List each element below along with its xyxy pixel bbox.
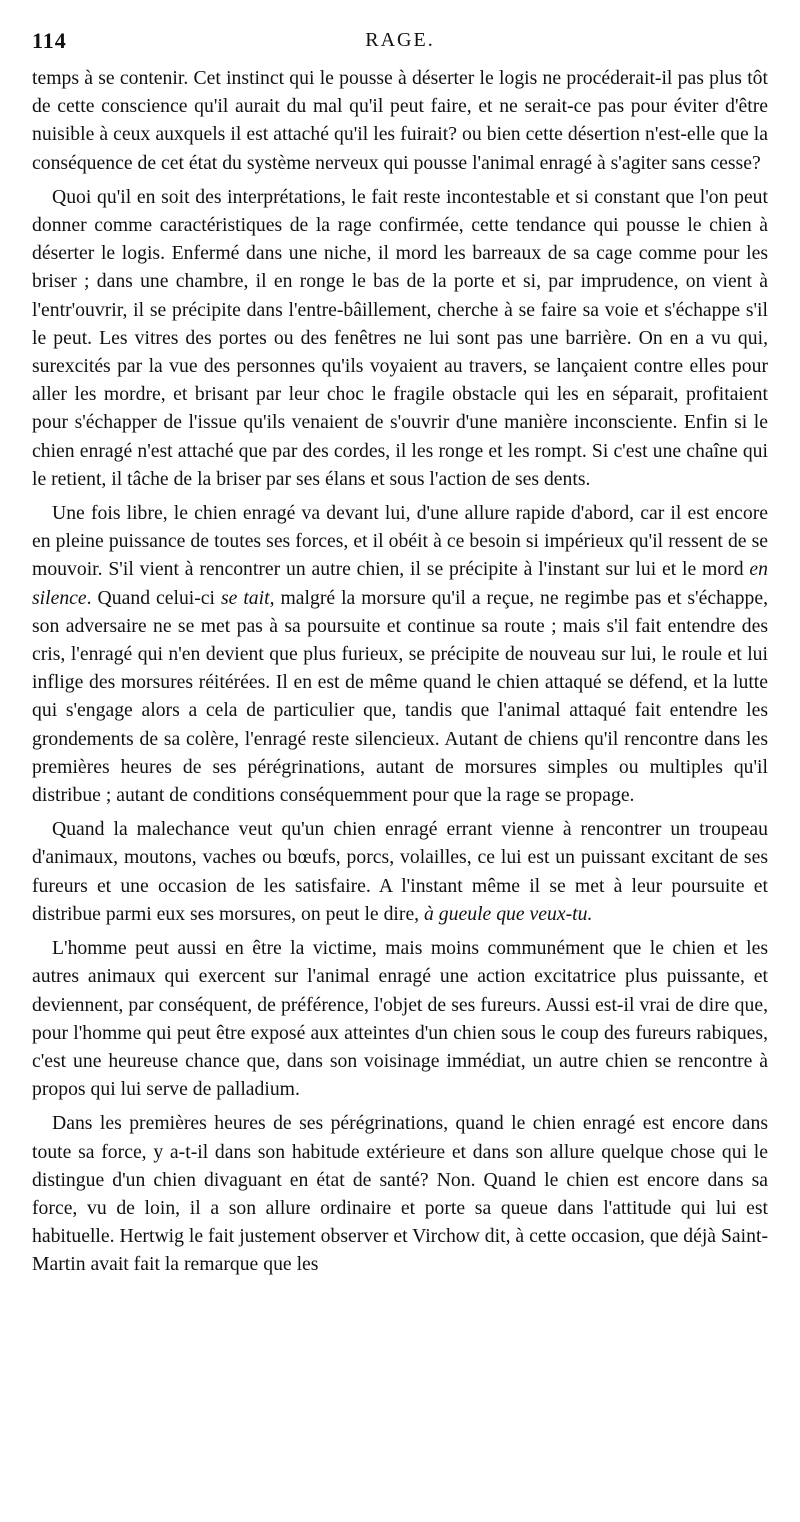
paragraph-text: Quoi qu'il en soit des interprétations, le fait reste incontestable et si constant que l'on peut donner comme caractéristiques de la rage confirmée, cette tendance qui pousse le chien à déserter le logis. Enfermé dans une niche, il mord les barreaux de sa cage comme pour les briser ; dans une chambre, il en ronge le bas de la porte et si, par imprudence, on vient à l'entr'ouvrir, il se précipite dans l'entre-bâillement, cherche à se faire sa voie et s'échappe s'il le peut. Les vitres des portes ou des fenêtres ne lui sont pas une barrière. On en a vu qui, surexcités par la vue des personnes qu'ils voyaient au travers, se lançaient contre elles pour aller les mordre, et brisant par leur choc le fragile obstacle qui les en séparait, profitaient pour s'échapper de l'issue qu'ils venaient de s'ouvrir d'une manière inconsciente. Enfin si le chien enragé n'est attaché que par des cordes, il les ronge et les rompt. Si c'est une chaîne qui le retient, il tâche de la briser par ses élans et sous l'action de ses dents. xyxy=(32,185,768,490)
paragraph-text: temps à se contenir. Cet instinct qui le pousse à déserter le logis ne procéderait-il pas plus tôt de cette conscience qu'il aurait du mal qu'il peut faire, et ne serait-ce pas pour éviter d'être nuisible à ceux auxquels il est attaché qu'il les fuirait? ou bien cette désertion n'est-elle que la conséquence de cet état du système nerveux qui pousse l'animal enragé à s'agiter sans cesse? xyxy=(32,67,768,174)
running-title: RAGE. xyxy=(365,29,435,51)
book-page xyxy=(32,28,768,1279)
paragraph-3 xyxy=(32,499,768,809)
paragraph-5 xyxy=(32,934,768,1103)
paragraph-text: . Quand celui-ci xyxy=(86,586,221,609)
italic-phrase: se tait xyxy=(220,586,270,609)
paragraph-text: L'homme peut aussi en être la victime, mais moins communément que le chien et les autres animaux qui exercent sur l'animal enragé une action excitatrice plus puissante, et deviennent, par conséquent, de préférence, l'objet de ses fureurs. Aussi est-il vrai de dire que, pour l'homme qui peut être exposé aux atteintes d'un chien sous le coup des fureurs rabiques, c'est une heureuse chance que, dans son voisinage immédiat, un autre chien se rencontre à propos qui lui serve de palladium. xyxy=(32,937,768,1101)
italic-phrase: en silence xyxy=(32,558,768,609)
paragraph-text: , malgré la morsure qu'il a reçue, ne regimbe pas et s'échappe, son adversaire ne se met pas à sa poursuite et continue sa route ; mais s'il fait entendre des cris, l'enragé qui n'en devient que plus furieux, se précipite de nouveau sur lui, le roule et lui inflige des morsures réitérées. Il en est de même quand le chien attaqué se défend, et la lutte qui s'engage alors a cela de particulier que, tandis que l'animal attaqué fait entendre les grondements de sa colère, l'enragé reste silencieux. Autant de chiens qu'il rencontre dans les premières heures de ses pérégrinations, autant de morsures simples ou multiples qu'il distribue ; autant de conditions conséquemment pour que la rage se propage. xyxy=(32,586,769,807)
paragraph-6 xyxy=(32,1109,768,1278)
paragraph-text: Une fois libre, le chien enragé va devant lui, d'une allure rapide d'abord, car il est encore en pleine puissance de toutes ses forces, et il obéit à ce besoin si impérieux qu'il ressent de se mouvoir. S'il vient à rencontrer un autre chien, il se précipite à l'instant sur lui et le mord xyxy=(32,502,768,581)
page-number: 114 xyxy=(32,28,67,53)
italic-phrase: à gueule que veux-tu. xyxy=(424,902,593,925)
page-header xyxy=(32,28,768,56)
paragraph-text: Quand la malechance veut qu'un chien enragé errant vienne à rencontrer un troupeau d'animaux, moutons, vaches ou bœufs, porcs, volailles, ce lui est un puissant excitant de ses fureurs et une occasion de les satisfaire. A l'instant même il se met à leur poursuite et distribue parmi eux ses morsures, on peut le dire, xyxy=(32,818,768,925)
paragraph-2 xyxy=(32,183,768,493)
paragraph-1 xyxy=(32,64,768,177)
paragraph-4 xyxy=(32,815,768,928)
body-text xyxy=(32,64,768,1279)
paragraph-text: Dans les premières heures de ses pérégrinations, quand le chien enragé est encore dans toute sa force, y a-t-il dans son habitude extérieure et dans son allure quelque chose qui le distingue d'un chien divaguant en état de santé? Non. Quand le chien est encore dans sa force, vu de loin, il a son allure ordinaire et porte sa queue dans l'attitude qui lui est habituelle. Hertwig le fait justement observer et Virchow dit, à cette occasion, que déjà Saint-Martin avait fait la remarque que les xyxy=(32,1112,768,1276)
